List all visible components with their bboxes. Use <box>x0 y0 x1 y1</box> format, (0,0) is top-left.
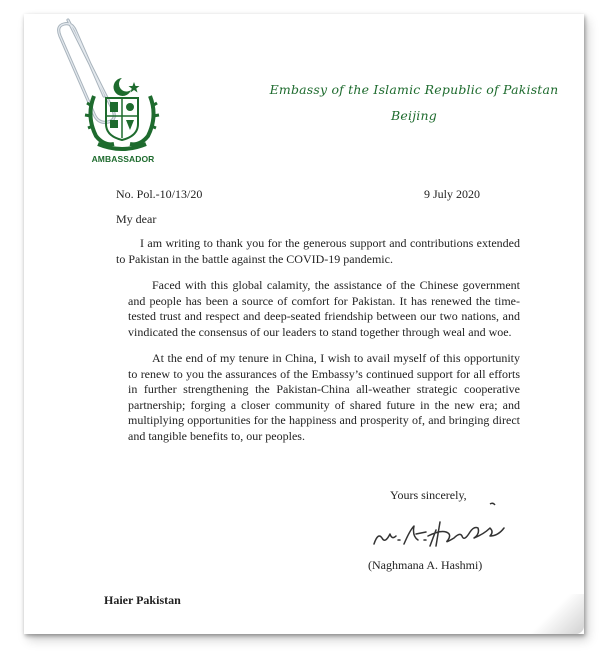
paragraph: Faced with this global calamity, the assistance of the Chinese government and people has been a source of comfort for Pakistan. It has renewed the time-tested trust and respect and deep-seated friendship between our two nations, and vindicated the consensus of our leaders to stand together through weal and woe. <box>128 278 520 339</box>
addressee: Haier Pakistan <box>104 593 181 607</box>
office-label: AMBASSADOR <box>91 154 155 164</box>
embassy-city: Beijing <box>391 108 437 123</box>
embassy-title: Embassy of the Islamic Republic of Pakistan <box>269 82 559 97</box>
page-curl <box>514 594 584 634</box>
salutation: My dear <box>116 212 157 226</box>
letter-body <box>116 236 520 455</box>
letter-date: 9 July 2020 <box>423 187 480 201</box>
letterhead <box>264 80 564 125</box>
closing: Yours sincerely, <box>390 488 467 502</box>
reference-number: No. Pol.-10/13/20 <box>116 187 203 201</box>
handwritten-signature <box>368 500 528 552</box>
letter-page <box>24 14 584 634</box>
paragraph: At the end of my tenure in China, I wish to avail myself of this opportunity to renew to you the assurances of the Embassy’s continued support for all efforts in further strengthening the Pakistan-China all-weather strategic cooperative partnership; forging a closer community of shared future in the new era; and multiplying opportunities for the happiness and prosperity of, and bringing direct and tangible benefits to, our peoples. <box>128 351 520 443</box>
state-emblem-icon <box>82 76 162 152</box>
paragraph: I am writing to thank you for the generous support and contributions extended to Pakistan in the battle against the COVID-19 pandemic. <box>116 236 520 266</box>
signatory-name: (Naghmana A. Hashmi) <box>368 558 483 572</box>
